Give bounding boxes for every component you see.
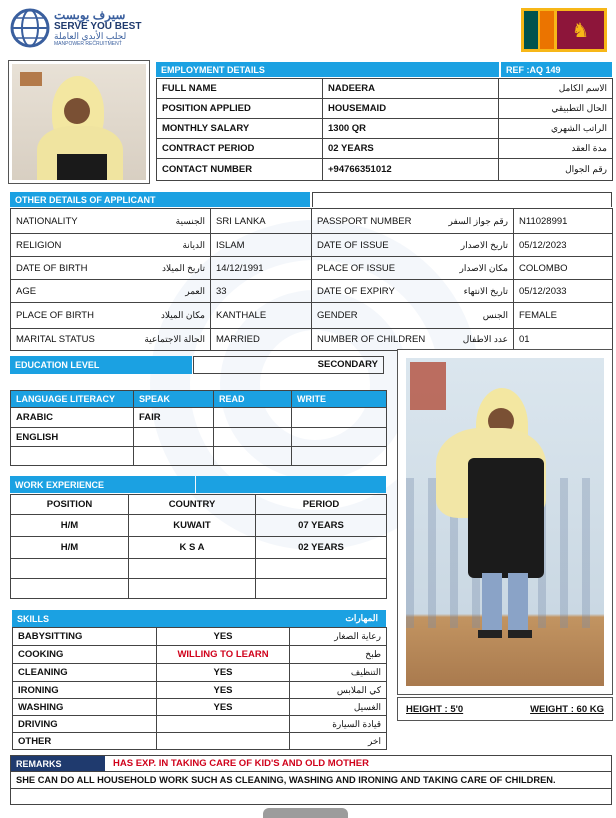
table-row xyxy=(13,664,387,682)
salary-label: MONTHLY SALARY xyxy=(157,119,323,139)
nationality-value: SRI LANKA xyxy=(211,209,312,234)
table-row xyxy=(157,79,613,99)
gender-value: FEMALE xyxy=(514,303,613,329)
remarks-highlight: HAS EXP. IN TAKING CARE OF KID'S AND OLD MOTHER xyxy=(113,758,369,769)
skill-name-ar: اخر xyxy=(290,733,387,750)
salary-label-ar: الراتب الشهري xyxy=(499,119,613,139)
lion-emblem-icon: ♞ xyxy=(557,11,604,49)
skill-name: DRIVING xyxy=(13,716,157,733)
weight-value: WEIGHT : 60 KG xyxy=(530,703,604,715)
skill-name: OTHER xyxy=(13,733,157,750)
language-header: LANGUAGE LITERACY xyxy=(11,391,134,408)
marital-label: MARITAL STATUS xyxy=(16,334,95,345)
contact-label: CONTACT NUMBER xyxy=(157,159,323,181)
full-name-label: FULL NAME xyxy=(157,79,323,99)
contact-value: +94766351012 xyxy=(323,159,499,181)
position-label-ar: الحال التطبيقي xyxy=(499,99,613,119)
table-row xyxy=(11,408,387,428)
speak-level: FAIR xyxy=(134,408,214,428)
employment-table xyxy=(156,78,613,181)
contact-label-ar: رقم الجوال xyxy=(499,159,613,181)
height-value: HEIGHT : 5'0 xyxy=(406,703,464,715)
table-row xyxy=(11,515,387,537)
speak-level xyxy=(134,428,214,447)
read-level xyxy=(214,447,292,466)
work-country xyxy=(129,579,256,599)
read-level xyxy=(214,428,292,447)
skill-name-ar: رعاية الصغار xyxy=(290,628,387,646)
speak-level xyxy=(134,447,214,466)
table-row xyxy=(13,682,387,699)
pob-label: PLACE OF BIRTH xyxy=(16,310,94,321)
other-details-header: OTHER DETAILS OF APPLICANT xyxy=(10,192,310,207)
issue-date-label: DATE OF ISSUE xyxy=(317,239,389,251)
contract-value: 02 YEARS xyxy=(323,139,499,159)
dob-value: 14/12/1991 xyxy=(211,257,312,280)
work-position: H/M xyxy=(11,515,129,537)
applicant-photo-full xyxy=(397,349,613,695)
full-name-label-ar: الاسم الكامل xyxy=(499,79,613,99)
expiry-label-ar: تاريخ الانتهاء xyxy=(463,285,508,296)
position-value: HOUSEMAID xyxy=(323,99,499,119)
skill-value xyxy=(157,733,290,750)
skill-name: IRONING xyxy=(13,682,157,699)
education-value: SECONDARY xyxy=(193,356,384,374)
language-name: ARABIC xyxy=(11,408,134,428)
skill-name: BABYSITTING xyxy=(13,628,157,646)
work-position: H/M xyxy=(11,537,129,559)
table-row xyxy=(13,699,387,716)
table-row xyxy=(157,119,613,139)
remarks-box xyxy=(10,755,612,805)
education-label: EDUCATION LEVEL xyxy=(10,356,192,374)
work-position xyxy=(11,559,129,579)
agency-tagline-en: MANPOWER RECRUITMENT xyxy=(54,40,122,47)
remarks-label: REMARKS xyxy=(11,756,105,771)
skill-value: YES xyxy=(157,664,290,682)
skill-value: YES xyxy=(157,699,290,716)
page-scroll-tab xyxy=(263,808,348,818)
work-country xyxy=(129,559,256,579)
children-value: 01 xyxy=(514,329,613,351)
gender-label: GENDER xyxy=(317,310,358,321)
work-table xyxy=(10,494,387,599)
religion-value: ISLAM xyxy=(211,234,312,257)
work-experience-header-right xyxy=(196,476,386,493)
table-row xyxy=(11,559,387,579)
religion-label: RELIGION xyxy=(16,239,62,251)
work-period: 02 YEARS xyxy=(256,537,387,559)
expiry-label: DATE OF EXPIRY xyxy=(317,285,395,297)
country-flag xyxy=(521,8,607,52)
work-period xyxy=(256,579,387,599)
skill-name-ar: طبخ xyxy=(290,646,387,664)
applicant-photo-portrait xyxy=(8,60,150,184)
contract-label: CONTRACT PERIOD xyxy=(157,139,323,159)
height-weight-box xyxy=(397,697,613,721)
table-row xyxy=(13,733,387,750)
other-details-header-right xyxy=(312,192,612,207)
full-name-value: NADEERA xyxy=(323,79,499,99)
work-position xyxy=(11,579,129,599)
pob-label-ar: مكان الميلاد xyxy=(160,310,205,320)
dob-label-ar: تاريخ الميلاد xyxy=(162,262,205,273)
skill-name: CLEANING xyxy=(13,664,157,682)
table-row xyxy=(11,447,387,466)
expiry-value: 05/12/2033 xyxy=(514,280,613,303)
write-level xyxy=(292,447,387,466)
skills-header-label: SKILLS xyxy=(17,613,50,624)
table-row xyxy=(11,537,387,559)
skills-table xyxy=(12,627,387,750)
religion-label-ar: الديانة xyxy=(182,239,205,250)
age-value: 33 xyxy=(211,280,312,303)
table-row xyxy=(157,159,613,181)
skill-value-warning: WILLING TO LEARN xyxy=(157,646,290,664)
salary-value: 1300 QR xyxy=(323,119,499,139)
position-label: POSITION APPLIED xyxy=(157,99,323,119)
table-row xyxy=(157,99,613,119)
children-label-ar: عدد الاطفال xyxy=(462,334,508,344)
read-header: READ xyxy=(214,391,292,408)
write-level xyxy=(292,408,387,428)
skill-value: YES xyxy=(157,628,290,646)
position-col: POSITION xyxy=(11,495,129,515)
table-row xyxy=(13,716,387,733)
ref-number: REF :AQ 149 xyxy=(501,62,612,77)
agency-name-ar: سيرف يوبست xyxy=(54,8,126,23)
skill-value: YES xyxy=(157,682,290,699)
skill-name-ar: الغسيل xyxy=(290,699,387,716)
age-label: AGE xyxy=(16,285,37,297)
pob-value: KANTHALE xyxy=(211,303,312,329)
dob-label: DATE OF BIRTH xyxy=(16,262,88,274)
table-row xyxy=(11,303,613,329)
gender-label-ar: الجنس xyxy=(482,310,508,320)
table-row xyxy=(13,628,387,646)
work-country: K S A xyxy=(129,537,256,559)
table-header-row xyxy=(11,391,387,408)
globe-logo-icon xyxy=(10,8,50,48)
table-row xyxy=(11,329,613,351)
other-details-table xyxy=(10,208,613,351)
work-experience-header: WORK EXPERIENCE xyxy=(10,476,195,493)
place-of-issue-label: PLACE OF ISSUE xyxy=(317,262,396,274)
table-row xyxy=(11,428,387,447)
skill-value xyxy=(157,716,290,733)
contract-label-ar: مدة العقد xyxy=(499,139,613,159)
language-table xyxy=(10,390,387,466)
work-period xyxy=(256,559,387,579)
read-level xyxy=(214,408,292,428)
nationality-label-ar: الجنسية xyxy=(175,215,205,226)
issue-date-value: 05/12/2023 xyxy=(514,234,613,257)
write-level xyxy=(292,428,387,447)
table-row xyxy=(11,234,613,257)
period-col: PERIOD xyxy=(256,495,387,515)
language-name: ENGLISH xyxy=(11,428,134,447)
passport-label: PASSPORT NUMBER xyxy=(317,215,412,227)
country-col: COUNTRY xyxy=(129,495,256,515)
nationality-label: NATIONALITY xyxy=(16,215,78,227)
marital-label-ar: الحالة الاجتماعية xyxy=(144,334,205,344)
age-label-ar: العمر xyxy=(185,285,205,296)
skill-name: COOKING xyxy=(13,646,157,664)
skill-name: WASHING xyxy=(13,699,157,716)
issue-date-label-ar: تاريخ الاصدار xyxy=(460,239,508,250)
skills-header xyxy=(12,610,386,627)
agency-logo xyxy=(10,6,150,50)
work-period: 07 YEARS xyxy=(256,515,387,537)
marital-value: MARRIED xyxy=(211,329,312,351)
table-row xyxy=(11,209,613,234)
skill-name-ar: قيادة السيارة xyxy=(290,716,387,733)
write-header: WRITE xyxy=(292,391,387,408)
passport-value: N11028991 xyxy=(514,209,613,234)
place-of-issue-label-ar: مكان الاصدار xyxy=(459,262,508,273)
work-country: KUWAIT xyxy=(129,515,256,537)
skill-name-ar: التنظيف xyxy=(290,664,387,682)
speak-header: SPEAK xyxy=(134,391,214,408)
agency-name-en: SERVE YOU BEST xyxy=(54,20,142,32)
place-of-issue-value: COLOMBO xyxy=(514,257,613,280)
table-row xyxy=(13,646,387,664)
table-header-row xyxy=(11,495,387,515)
table-row xyxy=(11,579,387,599)
agency-tagline-ar: لجلب الأيدي العاملة xyxy=(54,31,127,42)
skill-name-ar: كي الملابس xyxy=(290,682,387,699)
remarks-text: SHE CAN DO ALL HOUSEHOLD WORK SUCH AS CLEANING, WASHING AND IRONING AND TAKING CARE OF CHILDREN. xyxy=(11,772,611,789)
skills-header-label-ar: المهارات xyxy=(345,613,378,623)
table-row xyxy=(157,139,613,159)
language-name xyxy=(11,447,134,466)
table-row xyxy=(11,280,613,303)
table-row xyxy=(11,257,613,280)
children-label: NUMBER OF CHILDREN xyxy=(317,334,426,345)
employment-details-header: EMPLOYMENT DETAILS xyxy=(156,62,499,77)
passport-label-ar: رقم جواز السفر xyxy=(448,215,508,226)
